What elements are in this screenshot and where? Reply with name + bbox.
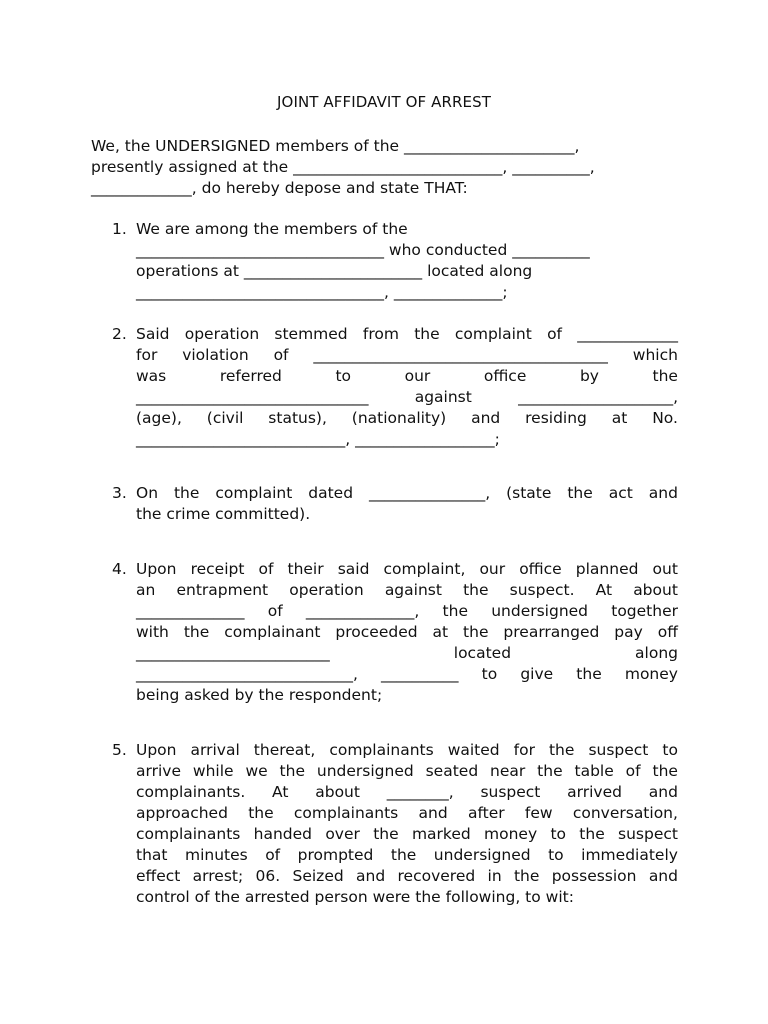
word: table	[574, 762, 614, 780]
word: approached	[136, 804, 228, 822]
word: over	[325, 825, 360, 843]
word: the	[567, 484, 593, 502]
item-line	[136, 483, 678, 504]
item-line	[136, 408, 678, 429]
item-number: 4.	[112, 560, 127, 578]
item-line: We are among the members of the	[136, 220, 408, 238]
word: out	[652, 560, 678, 578]
word: for	[513, 741, 535, 759]
item-line: ________________________________, ______________;	[136, 283, 508, 301]
word: said	[337, 560, 370, 578]
word: to	[662, 741, 678, 759]
list-item-1	[112, 219, 678, 303]
word: ______________________________________	[313, 346, 608, 364]
word: Upon	[136, 560, 177, 578]
word: the	[579, 825, 605, 843]
word: complaint,	[383, 560, 466, 578]
word: proceeded	[335, 623, 418, 641]
item-line	[136, 740, 678, 761]
word: On	[136, 484, 159, 502]
intro-line: _____________, do hereby depose and state THAT:	[91, 179, 468, 197]
word: in	[487, 867, 502, 885]
item-line	[136, 601, 678, 622]
word: located	[453, 644, 512, 662]
word: prearranged	[503, 623, 600, 641]
word: the	[576, 665, 602, 683]
list-item-3	[112, 483, 678, 525]
word: ______________	[136, 602, 245, 620]
word: __________	[381, 665, 459, 683]
word: (civil	[206, 409, 244, 427]
word: and	[648, 484, 678, 502]
word: At	[272, 783, 289, 801]
word: give	[520, 665, 554, 683]
word: suspect	[480, 783, 541, 801]
word: money	[624, 665, 678, 683]
word: ____________________________,	[136, 665, 358, 683]
word: by	[579, 367, 599, 385]
word: arrival	[190, 741, 240, 759]
word: and	[356, 867, 386, 885]
word: while	[192, 762, 234, 780]
item-line: control of the arrested person were the following, to wit:	[136, 888, 574, 906]
word: (nationality)	[351, 409, 447, 427]
word: near	[490, 762, 526, 780]
intro-line: presently assigned at the ___________________________, __________,	[91, 158, 595, 176]
word: their	[287, 560, 324, 578]
word: the	[652, 762, 678, 780]
word: arrest;	[192, 867, 244, 885]
word: office	[483, 367, 527, 385]
word: prompted	[297, 846, 374, 864]
document-title: JOINT AFFIDAVIT OF ARREST	[277, 93, 491, 111]
item-line	[136, 580, 678, 601]
item-line	[136, 324, 678, 345]
word: few	[524, 804, 553, 822]
word: was	[136, 367, 167, 385]
word: ______________,	[305, 602, 420, 620]
word: violation	[182, 346, 249, 364]
word: At	[595, 581, 613, 599]
list-item-2	[112, 324, 678, 450]
item-line	[136, 643, 678, 664]
word: our	[404, 367, 431, 385]
word: pay	[614, 623, 643, 641]
word: marked	[411, 825, 471, 843]
word: the	[279, 762, 305, 780]
word: and	[648, 783, 678, 801]
word: Upon	[136, 741, 177, 759]
word: to	[550, 825, 566, 843]
word: against	[384, 581, 442, 599]
word: after	[467, 804, 505, 822]
word: arrive	[136, 762, 181, 780]
word: immediately	[581, 846, 678, 864]
word: undersigned	[491, 602, 589, 620]
word: we	[245, 762, 268, 780]
word: the	[463, 623, 489, 641]
word: of	[265, 846, 281, 864]
word: of	[547, 325, 563, 343]
word: to	[548, 846, 564, 864]
word: minutes	[184, 846, 248, 864]
word: that	[136, 846, 168, 864]
word: ____________________,	[518, 388, 678, 406]
word: complainants	[329, 741, 434, 759]
word: our	[479, 560, 506, 578]
item-line: being asked by the respondent;	[136, 686, 383, 704]
word: complaint	[454, 325, 532, 343]
word: the	[548, 741, 575, 759]
word: at	[611, 409, 628, 427]
item-number: 1.	[112, 220, 127, 238]
intro-paragraph	[91, 136, 651, 199]
word: operation	[184, 325, 260, 343]
list-item-5	[112, 740, 678, 908]
item-line	[136, 559, 678, 580]
word: for	[136, 346, 158, 364]
item-line	[136, 366, 678, 387]
word: possession	[551, 867, 637, 885]
word: recovered	[397, 867, 476, 885]
word: _______________,	[368, 484, 491, 502]
item-line	[136, 803, 678, 824]
word: undersigned	[316, 762, 414, 780]
word: with	[136, 623, 169, 641]
word: and	[418, 804, 448, 822]
word: Said	[136, 325, 170, 343]
word: _________________________	[136, 644, 330, 662]
word: suspect.	[509, 581, 575, 599]
word: thereat,	[253, 741, 316, 759]
word: and	[471, 409, 501, 427]
word: from	[362, 325, 399, 343]
word: act	[608, 484, 633, 502]
intro-line: We, the UNDERSIGNED members of the ______________________,	[91, 137, 580, 155]
word: of	[267, 602, 283, 620]
item-line	[136, 664, 678, 685]
word: status),	[268, 409, 327, 427]
word: conversation,	[572, 804, 678, 822]
word: complainants	[136, 825, 241, 843]
word: (state	[506, 484, 552, 502]
word: operation	[289, 581, 364, 599]
word: the	[652, 367, 678, 385]
word: No.	[652, 409, 678, 427]
word: the	[463, 581, 489, 599]
word: dated	[308, 484, 354, 502]
item-number: 3.	[112, 484, 127, 502]
item-line: ________________________________ who conducted __________	[136, 241, 590, 259]
word: stemmed	[274, 325, 348, 343]
word: an	[136, 581, 156, 599]
word: the	[537, 762, 563, 780]
word: against	[414, 388, 472, 406]
word: _____________	[577, 325, 678, 343]
word: off	[657, 623, 678, 641]
list-item-4	[112, 559, 678, 706]
word: to	[481, 665, 498, 683]
word: entrapment	[176, 581, 269, 599]
word: arrived	[567, 783, 622, 801]
item-number: 5.	[112, 741, 127, 759]
word: and	[648, 867, 678, 885]
word: handed	[253, 825, 313, 843]
word: (age),	[136, 409, 182, 427]
word: residing	[525, 409, 587, 427]
item-line: operations at _______________________ located along	[136, 262, 533, 280]
item-line	[136, 782, 678, 803]
word: the	[513, 867, 540, 885]
word: which	[632, 346, 678, 364]
word: the	[414, 325, 440, 343]
item-line	[136, 622, 678, 643]
word: the	[373, 825, 399, 843]
item-line	[136, 761, 678, 782]
word: about	[315, 783, 360, 801]
word: receipt	[190, 560, 245, 578]
item-line: ___________________________, __________________;	[136, 430, 500, 448]
word: office	[519, 560, 562, 578]
word: ________,	[386, 783, 454, 801]
item-line	[136, 866, 678, 887]
word: together	[611, 602, 678, 620]
word: to	[335, 367, 352, 385]
word: referred	[219, 367, 282, 385]
word: Seized	[292, 867, 344, 885]
word: along	[635, 644, 678, 662]
word: complainants	[293, 804, 399, 822]
word: the	[248, 804, 274, 822]
word: the	[390, 846, 417, 864]
item-line	[136, 845, 678, 866]
word: complainant	[224, 623, 321, 641]
word: the	[183, 623, 210, 641]
word: ______________________________	[136, 388, 369, 406]
word: suspect	[618, 825, 678, 843]
word: about	[633, 581, 678, 599]
word: complaint	[215, 484, 293, 502]
word: money	[484, 825, 538, 843]
word: undersigned	[433, 846, 531, 864]
word: waited	[447, 741, 500, 759]
item-line	[136, 824, 678, 845]
word: at	[432, 623, 449, 641]
word: of	[258, 560, 274, 578]
item-line	[136, 387, 678, 408]
word: of	[273, 346, 289, 364]
word: the	[173, 484, 200, 502]
word: seated	[425, 762, 479, 780]
word: effect	[136, 867, 181, 885]
word: suspect	[588, 741, 649, 759]
word: planned	[575, 560, 639, 578]
item-line: the crime committed).	[136, 505, 311, 523]
word: the	[442, 602, 468, 620]
word: complainants.	[136, 783, 246, 801]
item-number: 2.	[112, 325, 127, 343]
item-line	[136, 345, 678, 366]
word: of	[625, 762, 641, 780]
word: 06.	[255, 867, 281, 885]
